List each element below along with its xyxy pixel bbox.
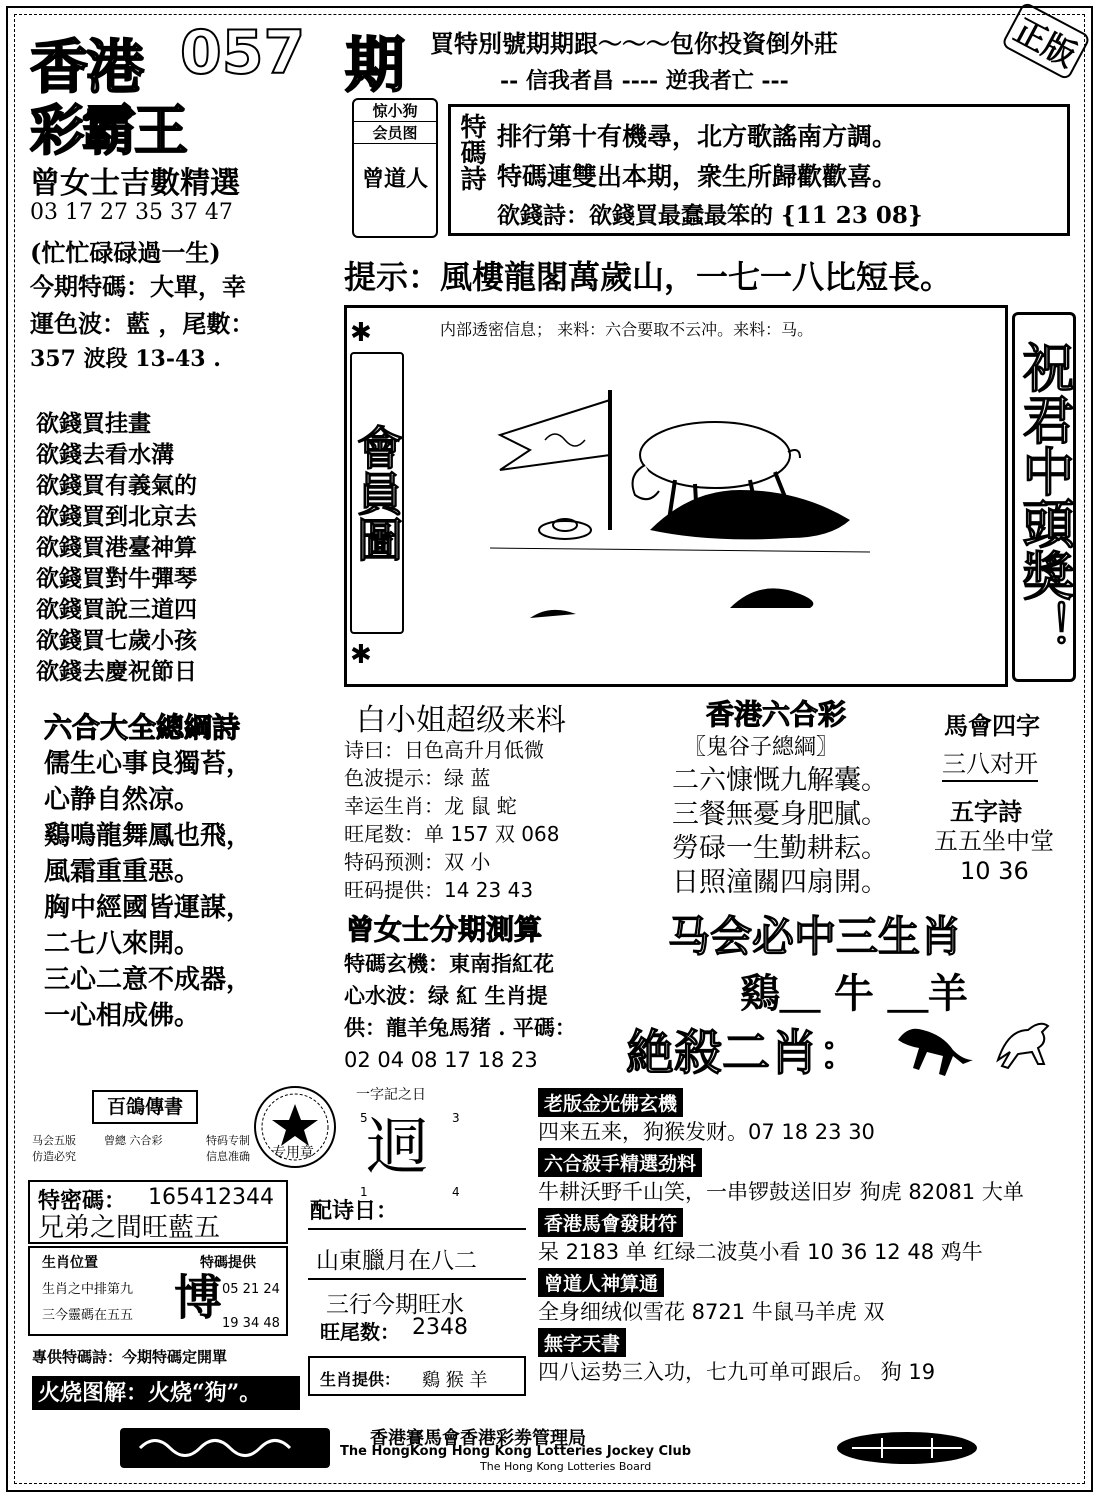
tip-body: 四八运势三入功，七九可单可跟后。 狗 19 bbox=[538, 1360, 936, 1384]
three-zodiac-title: 马会必中三生肖 bbox=[668, 912, 963, 961]
table-row-2: 三今靈碼在五五 bbox=[42, 1308, 134, 1323]
slogan: 買特別號期期跟～～～包你投資倒外莊 bbox=[430, 29, 838, 58]
corner-number: 3 bbox=[452, 1111, 460, 1125]
pig-illustration bbox=[470, 380, 890, 640]
corner-number: 5 bbox=[360, 1111, 368, 1125]
pigeon-label: 百鴿傳書 bbox=[106, 1096, 183, 1118]
pigeon-sub: 曾總 六合彩 bbox=[104, 1134, 163, 1147]
nums-row-2: 19 34 48 bbox=[222, 1316, 280, 1331]
tip-item bbox=[538, 1088, 1078, 1148]
wish-item: 欲錢買挂畫 bbox=[36, 410, 151, 437]
seal-text: 专用章 bbox=[272, 1145, 314, 1161]
secret-code: 165412344 bbox=[148, 1185, 274, 1210]
tip-item bbox=[538, 1208, 1078, 1268]
tips-list bbox=[538, 1088, 1078, 1388]
bai-line: 旺码提供：14 23 43 bbox=[344, 878, 534, 902]
corner-number: 4 bbox=[452, 1185, 460, 1199]
poem-divider bbox=[308, 1278, 526, 1280]
special-line-2: 運色波：藍 ，尾數： bbox=[30, 309, 255, 338]
tip-body: 牛耕沃野千山笑，一串锣鼓送旧岁 狗虎 82081 大单 bbox=[538, 1180, 1024, 1204]
member-stamp bbox=[352, 98, 438, 238]
footer-en-line-1: The HongKong Hong Kong Lotteries Jockey Club bbox=[340, 1444, 692, 1459]
pigeon-badge bbox=[92, 1090, 198, 1124]
poem-title: 六合大全總綱詩 bbox=[44, 711, 241, 744]
zodiac-provide-box bbox=[308, 1356, 526, 1396]
zeng-line: 特碼玄機：東南指紅花 bbox=[344, 951, 554, 976]
hk-poem bbox=[672, 764, 942, 900]
title-hongkong: 香港 bbox=[30, 33, 143, 101]
zhengban-badge: 正版 bbox=[1001, 1, 1092, 81]
special-poem-line-2: 特碼連雙出本期，衆生所歸歡歡喜。 bbox=[497, 162, 898, 191]
left-poem bbox=[44, 746, 334, 1034]
dog-horse-icon bbox=[888, 1010, 1068, 1080]
secret-phrase: 兄弟之間旺藍五 bbox=[38, 1213, 221, 1243]
day-char: 迵 bbox=[366, 1110, 429, 1183]
note-right-2: 信息准确 bbox=[206, 1150, 250, 1163]
footer-en-line-2: The Hong Kong Lotteries Board bbox=[480, 1460, 652, 1473]
ornament-icon bbox=[120, 1428, 330, 1468]
five-char-phrase: 五五坐中堂 bbox=[934, 827, 1054, 855]
fire-label: 火烧图解：火烧“狗”。 bbox=[32, 1376, 300, 1410]
hk-title: 香港六合彩 bbox=[706, 698, 847, 731]
poem-line: 一心相成佛。 bbox=[44, 1001, 201, 1031]
good-luck-banner: 祝君中頭獎！ bbox=[1012, 312, 1076, 682]
wish-item: 欲錢去慶祝節日 bbox=[36, 658, 197, 685]
bai-line: 旺尾数：单 157 双 068 bbox=[344, 822, 560, 846]
tail-value: 2348 bbox=[412, 1315, 468, 1340]
special-line-3: 357 波段 13-43 . bbox=[30, 346, 221, 372]
special-poem-line-1: 排行第十有機尋，北方歌謠南方調。 bbox=[497, 122, 898, 151]
poem-line: 心静自然凉。 bbox=[44, 785, 201, 815]
wish-list bbox=[36, 408, 326, 687]
tip-item bbox=[538, 1268, 1078, 1328]
zeng-title: 曾女士分期測算 bbox=[346, 913, 543, 946]
hk-line: 三餐無憂身肥膩。 bbox=[672, 799, 888, 830]
wish-item: 欲錢買對牛彈琴 bbox=[36, 565, 197, 592]
wish-item: 欲錢買說三道四 bbox=[36, 596, 197, 623]
five-char-title: 五字詩 bbox=[950, 797, 1022, 826]
tip-body: 四来五来，狗猴发财。07 18 23 30 bbox=[538, 1120, 875, 1144]
secret-label: 特密碼： bbox=[38, 1188, 127, 1214]
zeng-line: 心水波：绿 紅 生肖提 bbox=[344, 983, 548, 1008]
hk-line: 日照潼關四扇開。 bbox=[672, 867, 888, 898]
tip-body: 呆 2183 单 红绿二波莫小看 10 36 12 48 鸡牛 bbox=[538, 1240, 983, 1264]
mahui-title: 馬會四字 bbox=[944, 711, 1040, 740]
poem-line: 風霜重重惡。 bbox=[44, 857, 201, 887]
special-poem-label: 特碼詩 bbox=[456, 113, 486, 191]
hint-line: 提示：風樓龍閣萬歲山，一七一八比短長。 bbox=[344, 258, 953, 296]
footer-logo-right bbox=[832, 1430, 982, 1466]
hk-line: 二六慷慨九解囊。 bbox=[672, 765, 888, 796]
zodiac-table bbox=[28, 1246, 288, 1336]
motto: -- 信我者昌 ---- 逆我者亡 --- bbox=[500, 68, 789, 94]
poem-line: 儒生心事良獨苔， bbox=[44, 749, 253, 779]
special-poem-note: 專供特碼詩：今期特碼定開單 bbox=[32, 1348, 228, 1366]
bai-line: 幸运生肖：龙 鼠 蛇 bbox=[344, 794, 517, 818]
stamp-text: 惊小狗 bbox=[354, 100, 436, 122]
special-line-1: 今期特碼：大單，幸 bbox=[30, 272, 246, 301]
kill-two-label: 絶殺二肖： bbox=[626, 1025, 867, 1081]
zeng-line: 供：龍羊兔馬猪 . 平碼： bbox=[344, 1015, 576, 1040]
poem-box-line-2: 三行今期旺水 bbox=[326, 1292, 464, 1318]
zodiac-provide-label: 生肖提供： bbox=[320, 1370, 401, 1389]
poem-box-line-1: 山東臘月在八二 bbox=[316, 1248, 477, 1274]
brand-title: 彩霸王 bbox=[30, 99, 186, 162]
member-chart-label: 會員圖 bbox=[350, 352, 404, 634]
star-icon: ✱ bbox=[350, 640, 372, 670]
wish-item: 欲錢買到北京去 bbox=[36, 503, 197, 530]
stamp-text: 曾道人 bbox=[361, 166, 428, 192]
star-icon: ✱ bbox=[350, 318, 372, 348]
bo-char: 博 bbox=[174, 1270, 223, 1326]
three-zodiac-animals: 鷄＿ 牛 ＿羊 bbox=[740, 970, 968, 1017]
corner-number: 1 bbox=[360, 1185, 368, 1199]
bai-line: 诗曰：日色高升月低微 bbox=[344, 738, 544, 762]
bai-title: 白小姐超级来料 bbox=[356, 703, 566, 738]
wish-item: 欲錢買港臺神算 bbox=[36, 534, 197, 561]
tip-heading: 香港馬會發財符 bbox=[538, 1208, 683, 1237]
poem-line: 鷄鳴龍舞鳳也飛， bbox=[44, 821, 253, 851]
tip-item bbox=[538, 1328, 1078, 1388]
zeng-line: 02 04 08 17 18 23 bbox=[344, 1048, 538, 1072]
table-head-right: 特碼提供 bbox=[200, 1255, 256, 1271]
poem-line: 二七八來開。 bbox=[44, 929, 201, 959]
tip-heading: 無字天書 bbox=[538, 1328, 626, 1357]
day-char-title: 一字記之日 bbox=[356, 1087, 426, 1103]
lucky-numbers: 03 17 27 35 37 47 bbox=[30, 200, 233, 225]
poem-box-label: 配诗日： bbox=[310, 1198, 399, 1224]
secret-code-box bbox=[28, 1180, 288, 1244]
special-poem-line-3: 欲錢詩：欲錢買最蠢最笨的 {11 23 08} bbox=[497, 202, 923, 229]
hk-subtitle: 〖鬼谷子總綱〗 bbox=[684, 735, 839, 760]
tip-heading: 曾道人神算通 bbox=[538, 1268, 664, 1297]
issue-number: 057 bbox=[180, 18, 306, 88]
table-row-1: 生肖之中排第九 bbox=[42, 1282, 134, 1297]
issue-suffix: 期 bbox=[345, 31, 405, 101]
poem-line: 三心二意不成器， bbox=[44, 965, 253, 995]
note-left-1: 马会五版 bbox=[32, 1134, 76, 1147]
tip-heading: 六合殺手精選劲料 bbox=[538, 1148, 702, 1177]
zeng-list bbox=[344, 948, 664, 1076]
four-char-phrase: 三八对开 bbox=[942, 748, 1038, 782]
poem-divider bbox=[308, 1228, 526, 1230]
tail-label: 旺尾数： bbox=[320, 1320, 400, 1344]
poem-line: 胸中經國皆運謀， bbox=[44, 893, 253, 923]
pig-caption: 内部透密信息； 来料：六合要取不云冲。来料：马。 bbox=[440, 320, 814, 339]
tip-heading: 老版金光佛玄機 bbox=[538, 1088, 683, 1117]
bai-line: 色波提示：绿 蓝 bbox=[344, 766, 491, 790]
tip-body: 全身细绒似雪花 8721 牛鼠马羊虎 双 bbox=[538, 1300, 885, 1324]
tip-item bbox=[538, 1148, 1078, 1208]
bai-list bbox=[344, 736, 674, 904]
nums-row-1: 05 21 24 bbox=[222, 1282, 280, 1297]
left-heading: 曾女士吉數精選 bbox=[30, 166, 240, 201]
hk-line: 勞碌一生勤耕耘。 bbox=[672, 833, 888, 864]
note-right-1: 特码专制 bbox=[206, 1134, 250, 1147]
lucky-phrase: (忙忙碌碌過一生) bbox=[30, 238, 221, 267]
zodiac-provide-value: 鷄 猴 羊 bbox=[422, 1370, 488, 1391]
footer-logo-left bbox=[120, 1428, 330, 1468]
note-left-2: 仿造必究 bbox=[32, 1150, 76, 1163]
wish-item: 欲錢買七歲小孩 bbox=[36, 627, 197, 654]
stamp-text: 会员图 bbox=[354, 122, 436, 144]
table-head-left: 生肖位置 bbox=[42, 1255, 98, 1271]
wish-item: 欲錢買有義氣的 bbox=[36, 472, 197, 499]
bai-line: 特码预测：双 小 bbox=[344, 850, 491, 874]
wish-item: 欲錢去看水溝 bbox=[36, 441, 174, 468]
five-char-numbers: 10 36 bbox=[960, 857, 1029, 885]
special-poem-box bbox=[448, 104, 1070, 236]
footer-cn-name: 香港賽馬會香港彩劵管理局 bbox=[370, 1428, 586, 1449]
